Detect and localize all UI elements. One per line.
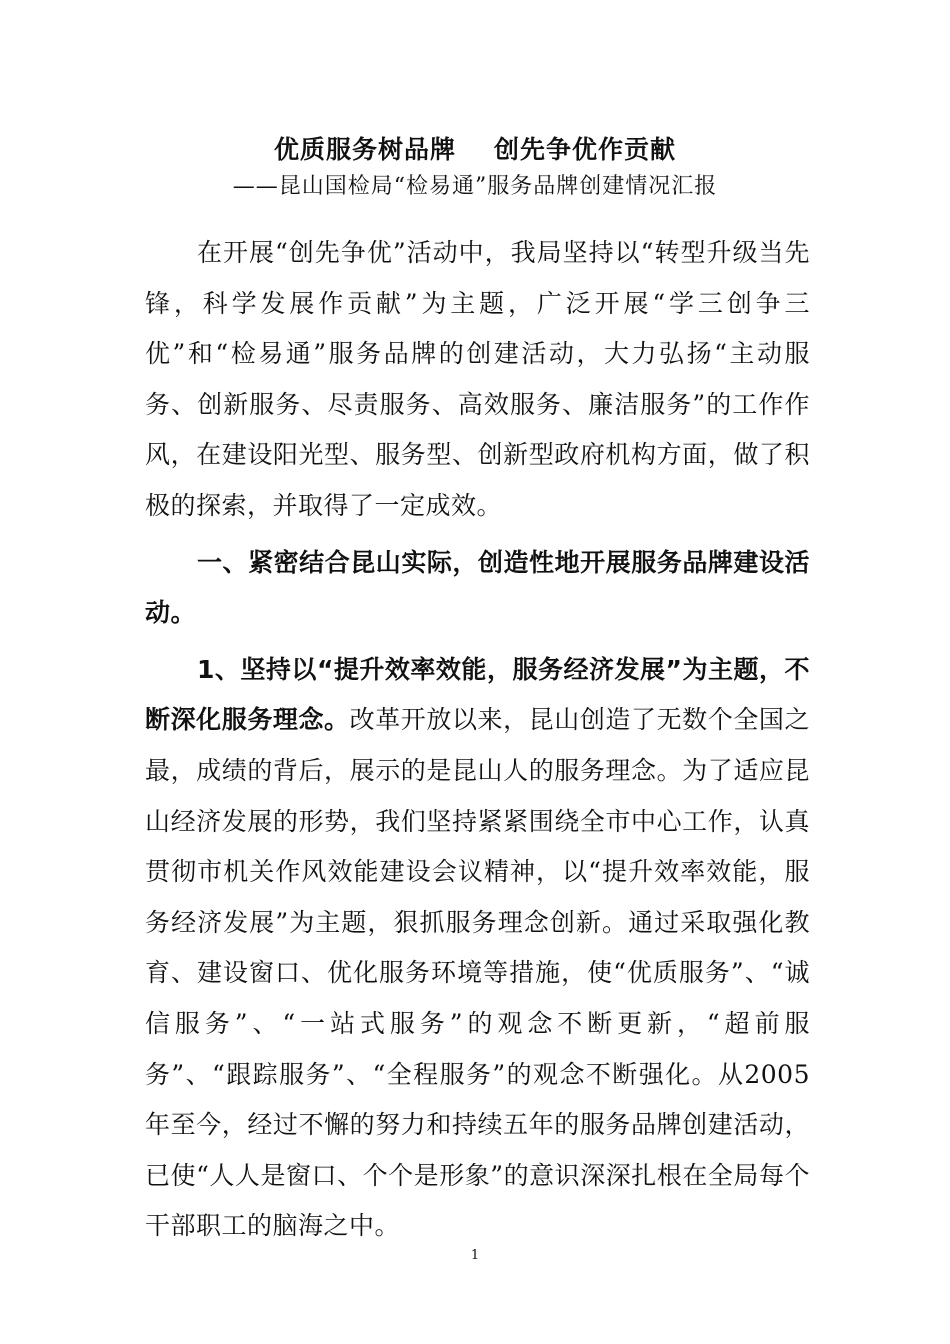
document-title	[0, 132, 950, 168]
paragraph-section-1-1	[145, 645, 810, 1252]
paragraph-lead-bold: 1、坚持以“提升效率效能，服务经济发展”为主题，不断深化服务理念。	[145, 654, 810, 735]
title-right: 创先争优作贡献	[494, 135, 677, 164]
document-body	[145, 228, 810, 1252]
paragraph-text: 改革开放以来，昆山创造了无数个全国之最，成绩的背后，展示的是昆山人的服务理念。为了适应昆山经济发展的形势，我们坚持紧紧围绕全市中心工作，认真贯彻市机关作风效能建设会议精神，以“提升效率效能，服务经济发展”为主题，狠抓服务理念创新。通过采取强化教育、建设窗口、优化服务环境等措施，使“优质服务”、“诚信服务”、“一站式服务”的观念不断更新，“超前服务”、“跟踪服务”、“全程服务”的观念不断强化。从2005年至今，经过不懈的努力和持续五年的服务品牌创建活动，已使“人人是窗口、个个是形象”的意识深深扎根在全局每个干部职工的脑海之中。	[145, 705, 810, 1241]
page-number: 1	[470, 1248, 480, 1263]
paragraph-intro: 在开展“创先争优”活动中，我局坚持以“转型升级当先锋，科学发展作贡献”为主题，广泛开展“学三创争三优”和“检易通”服务品牌的创建活动，大力弘扬“主动服务、创新服务、尽责服务、高效服务、廉洁服务”的工作作风，在建设阳光型、服务型、创新型政府机构方面，做了积极的探索，并取得了一定成效。	[145, 238, 811, 520]
document-subtitle: ——昆山国检局“检易通”服务品牌创建情况汇报	[232, 174, 718, 199]
section-heading-1: 一、紧密结合昆山实际，创造性地开展服务品牌建设活动。	[145, 547, 810, 628]
title-left: 优质服务树品牌	[273, 135, 456, 164]
